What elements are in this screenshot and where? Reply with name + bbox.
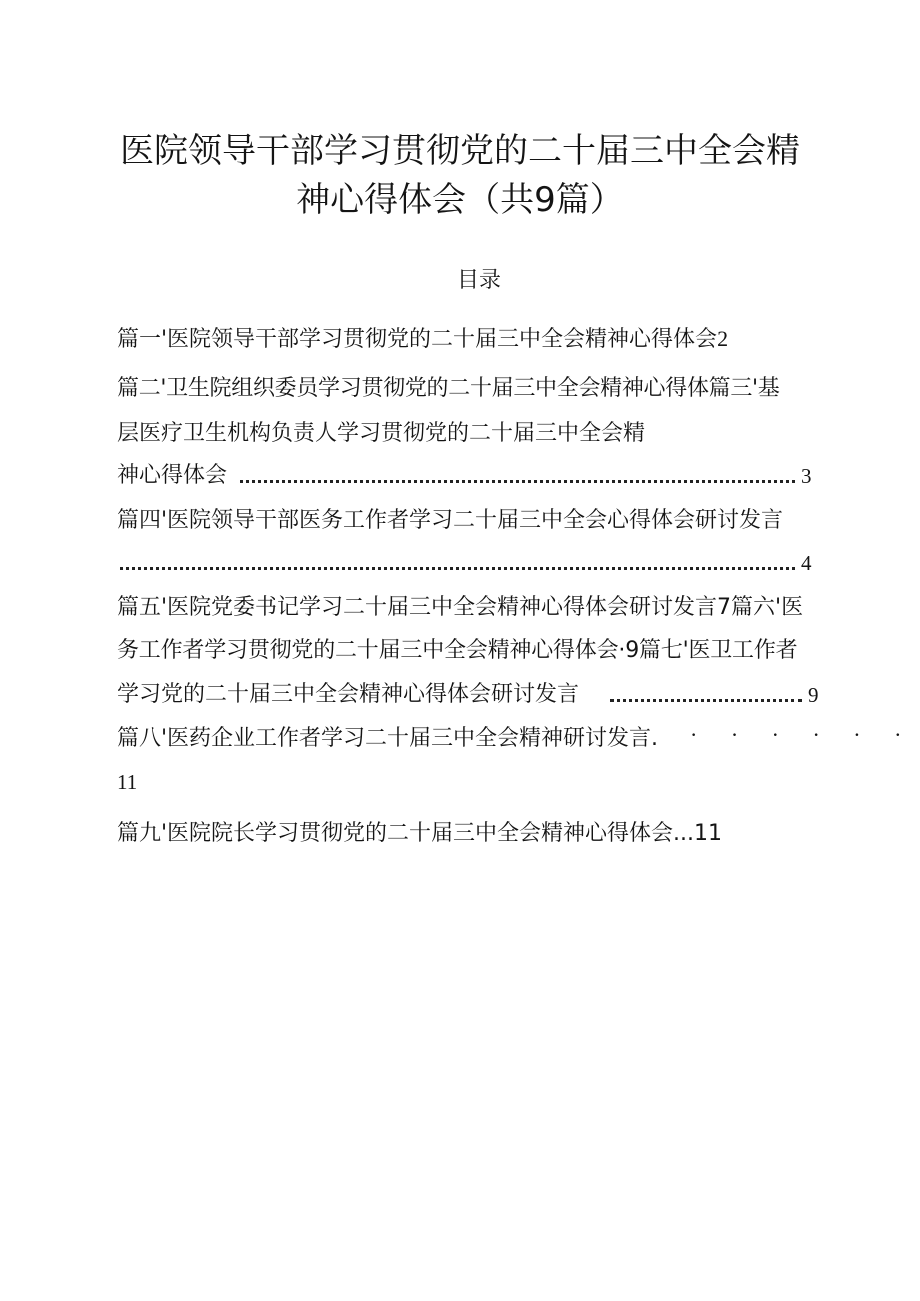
toc-entry-9[interactable]: 篇九'医院院长学习贯彻党的二十届三中全会精神心得体会...11 [117,821,723,846]
document-title-line-1: 医院领导干部学习贯彻党的二十届三中全会精 [120,131,800,171]
toc-entry-4[interactable]: 篇四'医院领导干部医务工作者学习二十届三中全会心得体会研讨发言 [117,508,784,533]
toc-entry-3-tail[interactable]: 神心得体会 [117,463,228,488]
toc-entry-1-text: 篇一'医院领导干部学习贯彻党的二十届三中全会精神心得体会 [117,327,718,352]
toc-entry-4-page: 4 [801,551,812,575]
toc-entry-7-page: 9 [808,683,819,707]
toc-entry-7-tail[interactable]: 学习党的二十届三中全会精神心得体会研讨发言 [117,682,580,707]
toc-entry-8[interactable]: 篇八'医药企业工作者学习二十届三中全会精神研讨发言. [117,726,659,751]
toc-heading: 目录 [456,268,501,293]
toc-dot-leader [610,699,802,702]
toc-entry-5-line[interactable]: 篇五'医院党委书记学习二十届三中全会精神心得体会研讨发言7篇六'医 [117,595,804,620]
toc-entry-1[interactable] [117,328,728,351]
toc-entry-3-page: 3 [801,464,812,488]
toc-entry-8-page: 11 [117,770,138,794]
toc-dot-leader [120,567,795,570]
toc-dot-leader [240,480,795,483]
toc-entry-6-line[interactable]: 务工作者学习贯彻党的二十届三中全会精神心得体会·9篇七'医卫工作者 [117,638,798,663]
toc-entry-2-line[interactable]: 篇二'卫生院组织委员学习贯彻党的二十届三中全会精神心得体篇三'基 [117,376,780,401]
document-title-line-2: 神心得体会（共9篇） [296,180,624,220]
toc-entry-8-dots: · · · · · · [690,722,916,747]
toc-entry-3-line[interactable]: 层医疗卫生机构负责人学习贯彻党的二十届三中全会精 [117,421,646,446]
toc-entry-1-page: 2 [717,326,729,351]
